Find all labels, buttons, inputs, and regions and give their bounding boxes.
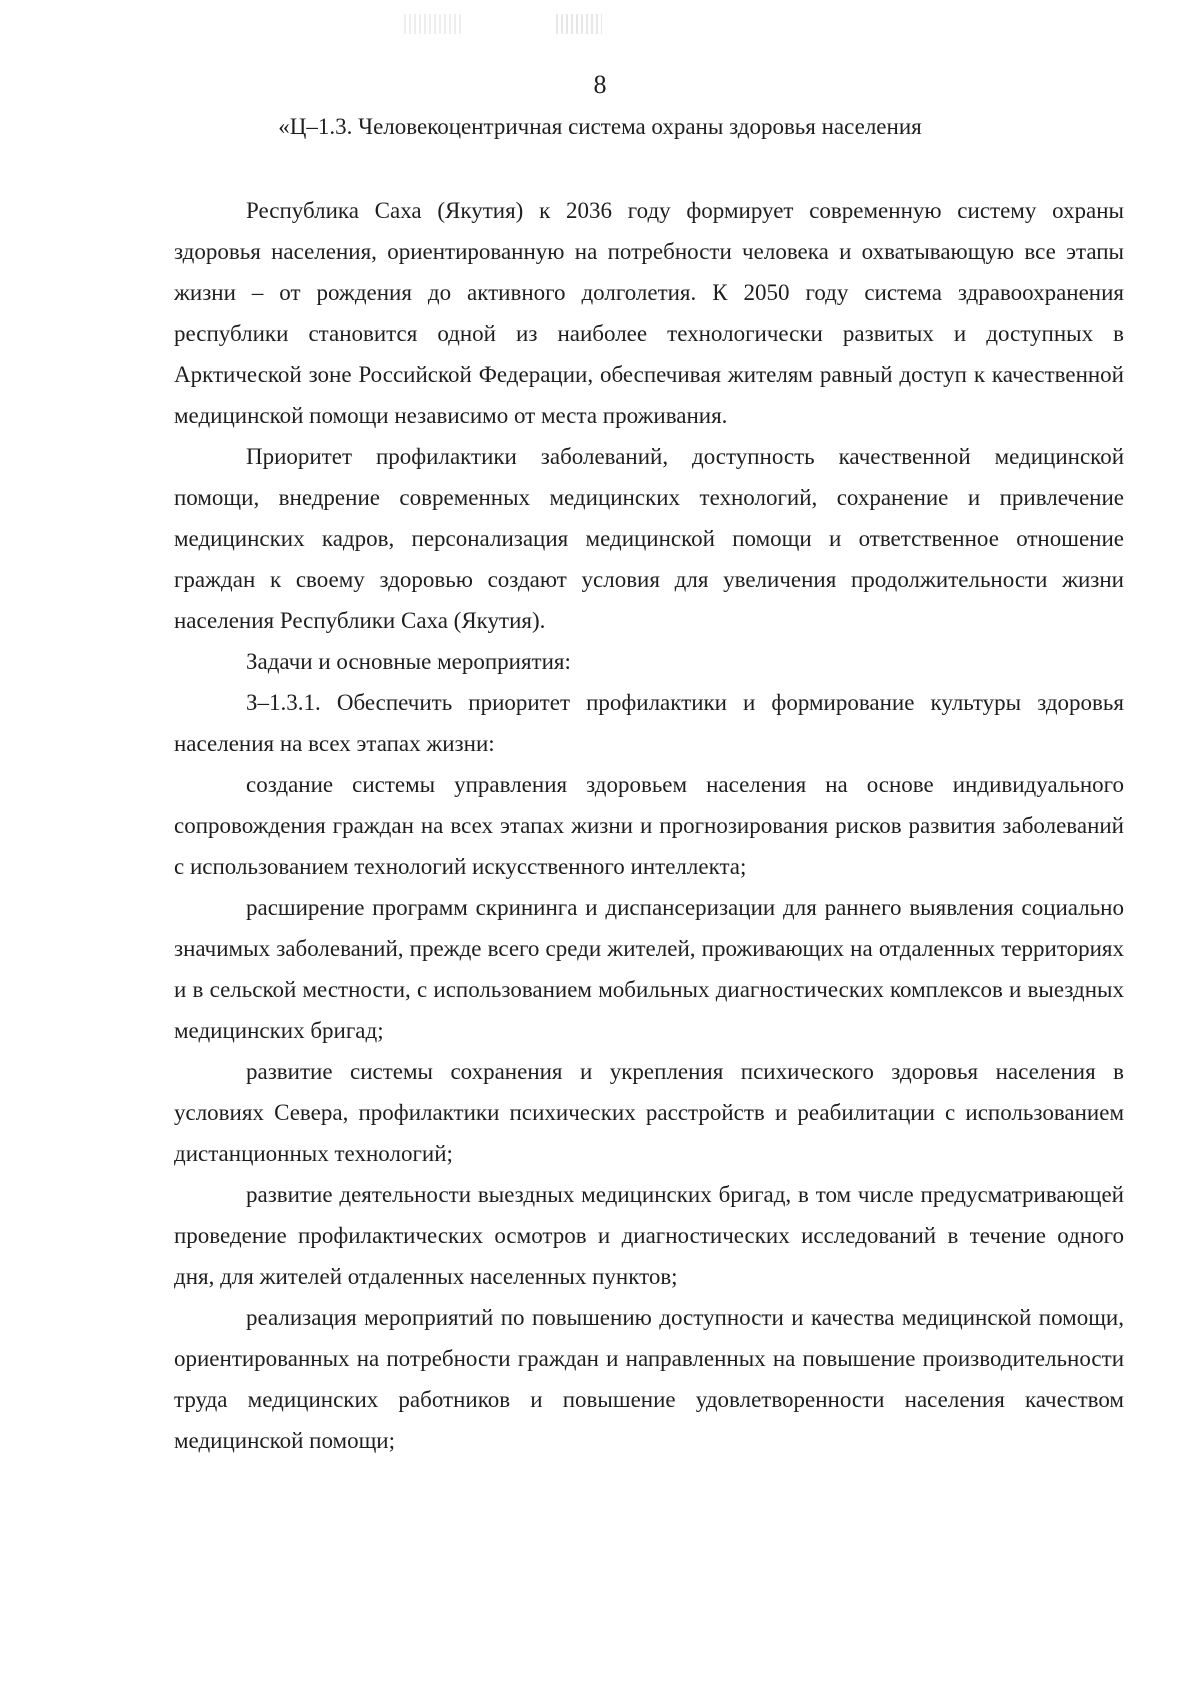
list-item-mobile-teams: развитие деятельности выездных медицинских бригад, в том числе предусматривающей проведение профилактических осмотров и диагностических исследований в течение одного дня, для жителей отдаленных населенных пунктов;	[174, 1182, 1124, 1289]
page-number: 8	[593, 70, 607, 99]
paragraph-tasks-heading: Задачи и основные мероприятия:	[246, 649, 571, 674]
list-item-screening: расширение программ скрининга и диспансеризации для раннего выявления социально значимых заболеваний, прежде всего среди жителей, проживающих на отдаленных территориях и в сельской местности, с использованием мобильных диагностических комплексов и выездных медицинских бригад;	[174, 895, 1124, 1043]
list-item-health-management: создание системы управления здоровьем населения на основе индивидуального сопровождения граждан на всех этапах жизни и прогнозирования рисков развития заболеваний с использованием технологий искусственного интеллекта;	[174, 772, 1124, 879]
list-item-accessibility-quality: реализация мероприятий по повышению доступности и качества медицинской помощи, ориентированных на потребности граждан и направленных на повышение производительности труда медицинских работников и повышение удовлетворенности населения качеством медицинской помощи;	[174, 1305, 1124, 1453]
scan-artifact	[404, 14, 464, 34]
paragraph-task-3-1-3-1: З–1.3.1. Обеспечить приоритет профилактики и формирование культуры здоровья населения на всех этапах жизни:	[174, 690, 1124, 756]
list-item-mental-health: развитие системы сохранения и укрепления психического здоровья населения в условиях Севера, профилактики психических расстройств и реабилитации с использованием дистанционных технологий;	[174, 1059, 1124, 1166]
paragraph-priorities: Приоритет профилактики заболеваний, доступность качественной медицинской помощи, внедрение современных медицинских технологий, сохранение и привлечение медицинских кадров, персонализация медицинской помощи и ответственное отношение граждан к своему здоровью создают условия для увеличения продолжительности жизни населения Республики Саха (Якутия).	[174, 444, 1124, 633]
section-title: «Ц–1.3. Человекоцентричная система охраны здоровья населения	[278, 114, 922, 139]
scan-artifact	[556, 14, 602, 34]
document-body	[174, 190, 1124, 1461]
paragraph-intro: Республика Саха (Якутия) к 2036 году формирует современную систему охраны здоровья населения, ориентированную на потребности человека и охватывающую все этапы жизни – от рождения до активного долголетия. К 2050 году система здравоохранения республики становится одной из наиболее технологически развитых и доступных в Арктической зоне Российской Федерации, обеспечивая жителям равный доступ к качественной медицинской помощи независимо от места проживания.	[174, 198, 1124, 428]
